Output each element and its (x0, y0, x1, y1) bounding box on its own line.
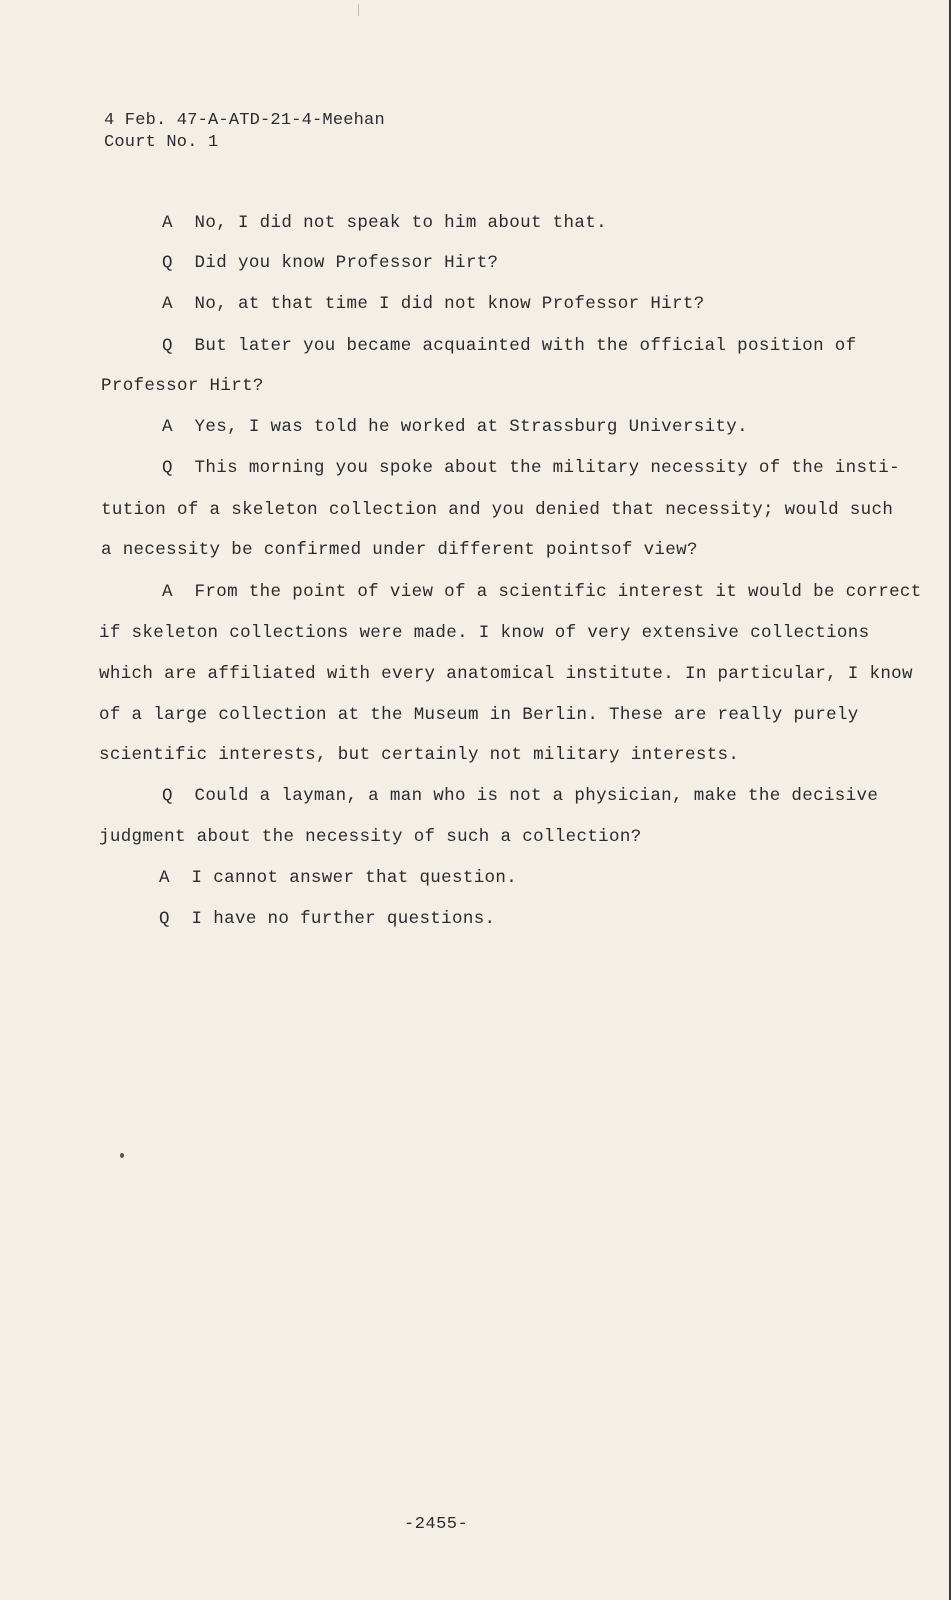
transcript-line: A No, at that time I did not know Professor Hirt? (162, 294, 705, 314)
transcript-line: a necessity be confirmed under different pointsof view? (101, 540, 698, 560)
transcript-line: of a large collection at the Museum in Berlin. These are really purely (99, 705, 859, 725)
transcript-line: tution of a skeleton collection and you denied that necessity; would such (101, 500, 894, 520)
transcript-line: A Yes, I was told he worked at Strassburg University. (162, 417, 748, 437)
transcript-line: Q Could a layman, a man who is not a physician, make the decisive (162, 786, 879, 806)
transcript-line: scientific interests, but certainly not military interests. (99, 745, 740, 765)
transcript-line: which are affiliated with every anatomical institute. In particular, I know (99, 664, 913, 684)
document-header (104, 110, 385, 154)
transcript-line: A No, I did not speak to him about that. (162, 213, 607, 233)
header-reference: 4 Feb. 47-A-ATD-21-4-Meehan (104, 111, 385, 130)
stamp-mark (358, 4, 365, 16)
transcript-line: A I cannot answer that question. (159, 868, 518, 888)
transcript-line: Q But later you became acquainted with the official position of (162, 336, 857, 356)
transcript-line: Q I have no further questions. (159, 909, 496, 929)
transcript-line: Professor Hirt? (101, 376, 264, 396)
ink-dot (120, 1153, 124, 1158)
transcript-line: Q This morning you spoke about the military necessity of the insti- (162, 458, 900, 478)
header-court: Court No. 1 (104, 133, 219, 152)
page-number: -2455- (404, 1515, 469, 1534)
transcript-line: Q Did you know Professor Hirt? (162, 253, 499, 273)
transcript-line: A From the point of view of a scientific interest it would be correct (162, 582, 922, 602)
transcript-line: if skeleton collections were made. I know of very extensive collections (99, 623, 870, 643)
transcript-line: judgment about the necessity of such a collection? (99, 827, 642, 847)
